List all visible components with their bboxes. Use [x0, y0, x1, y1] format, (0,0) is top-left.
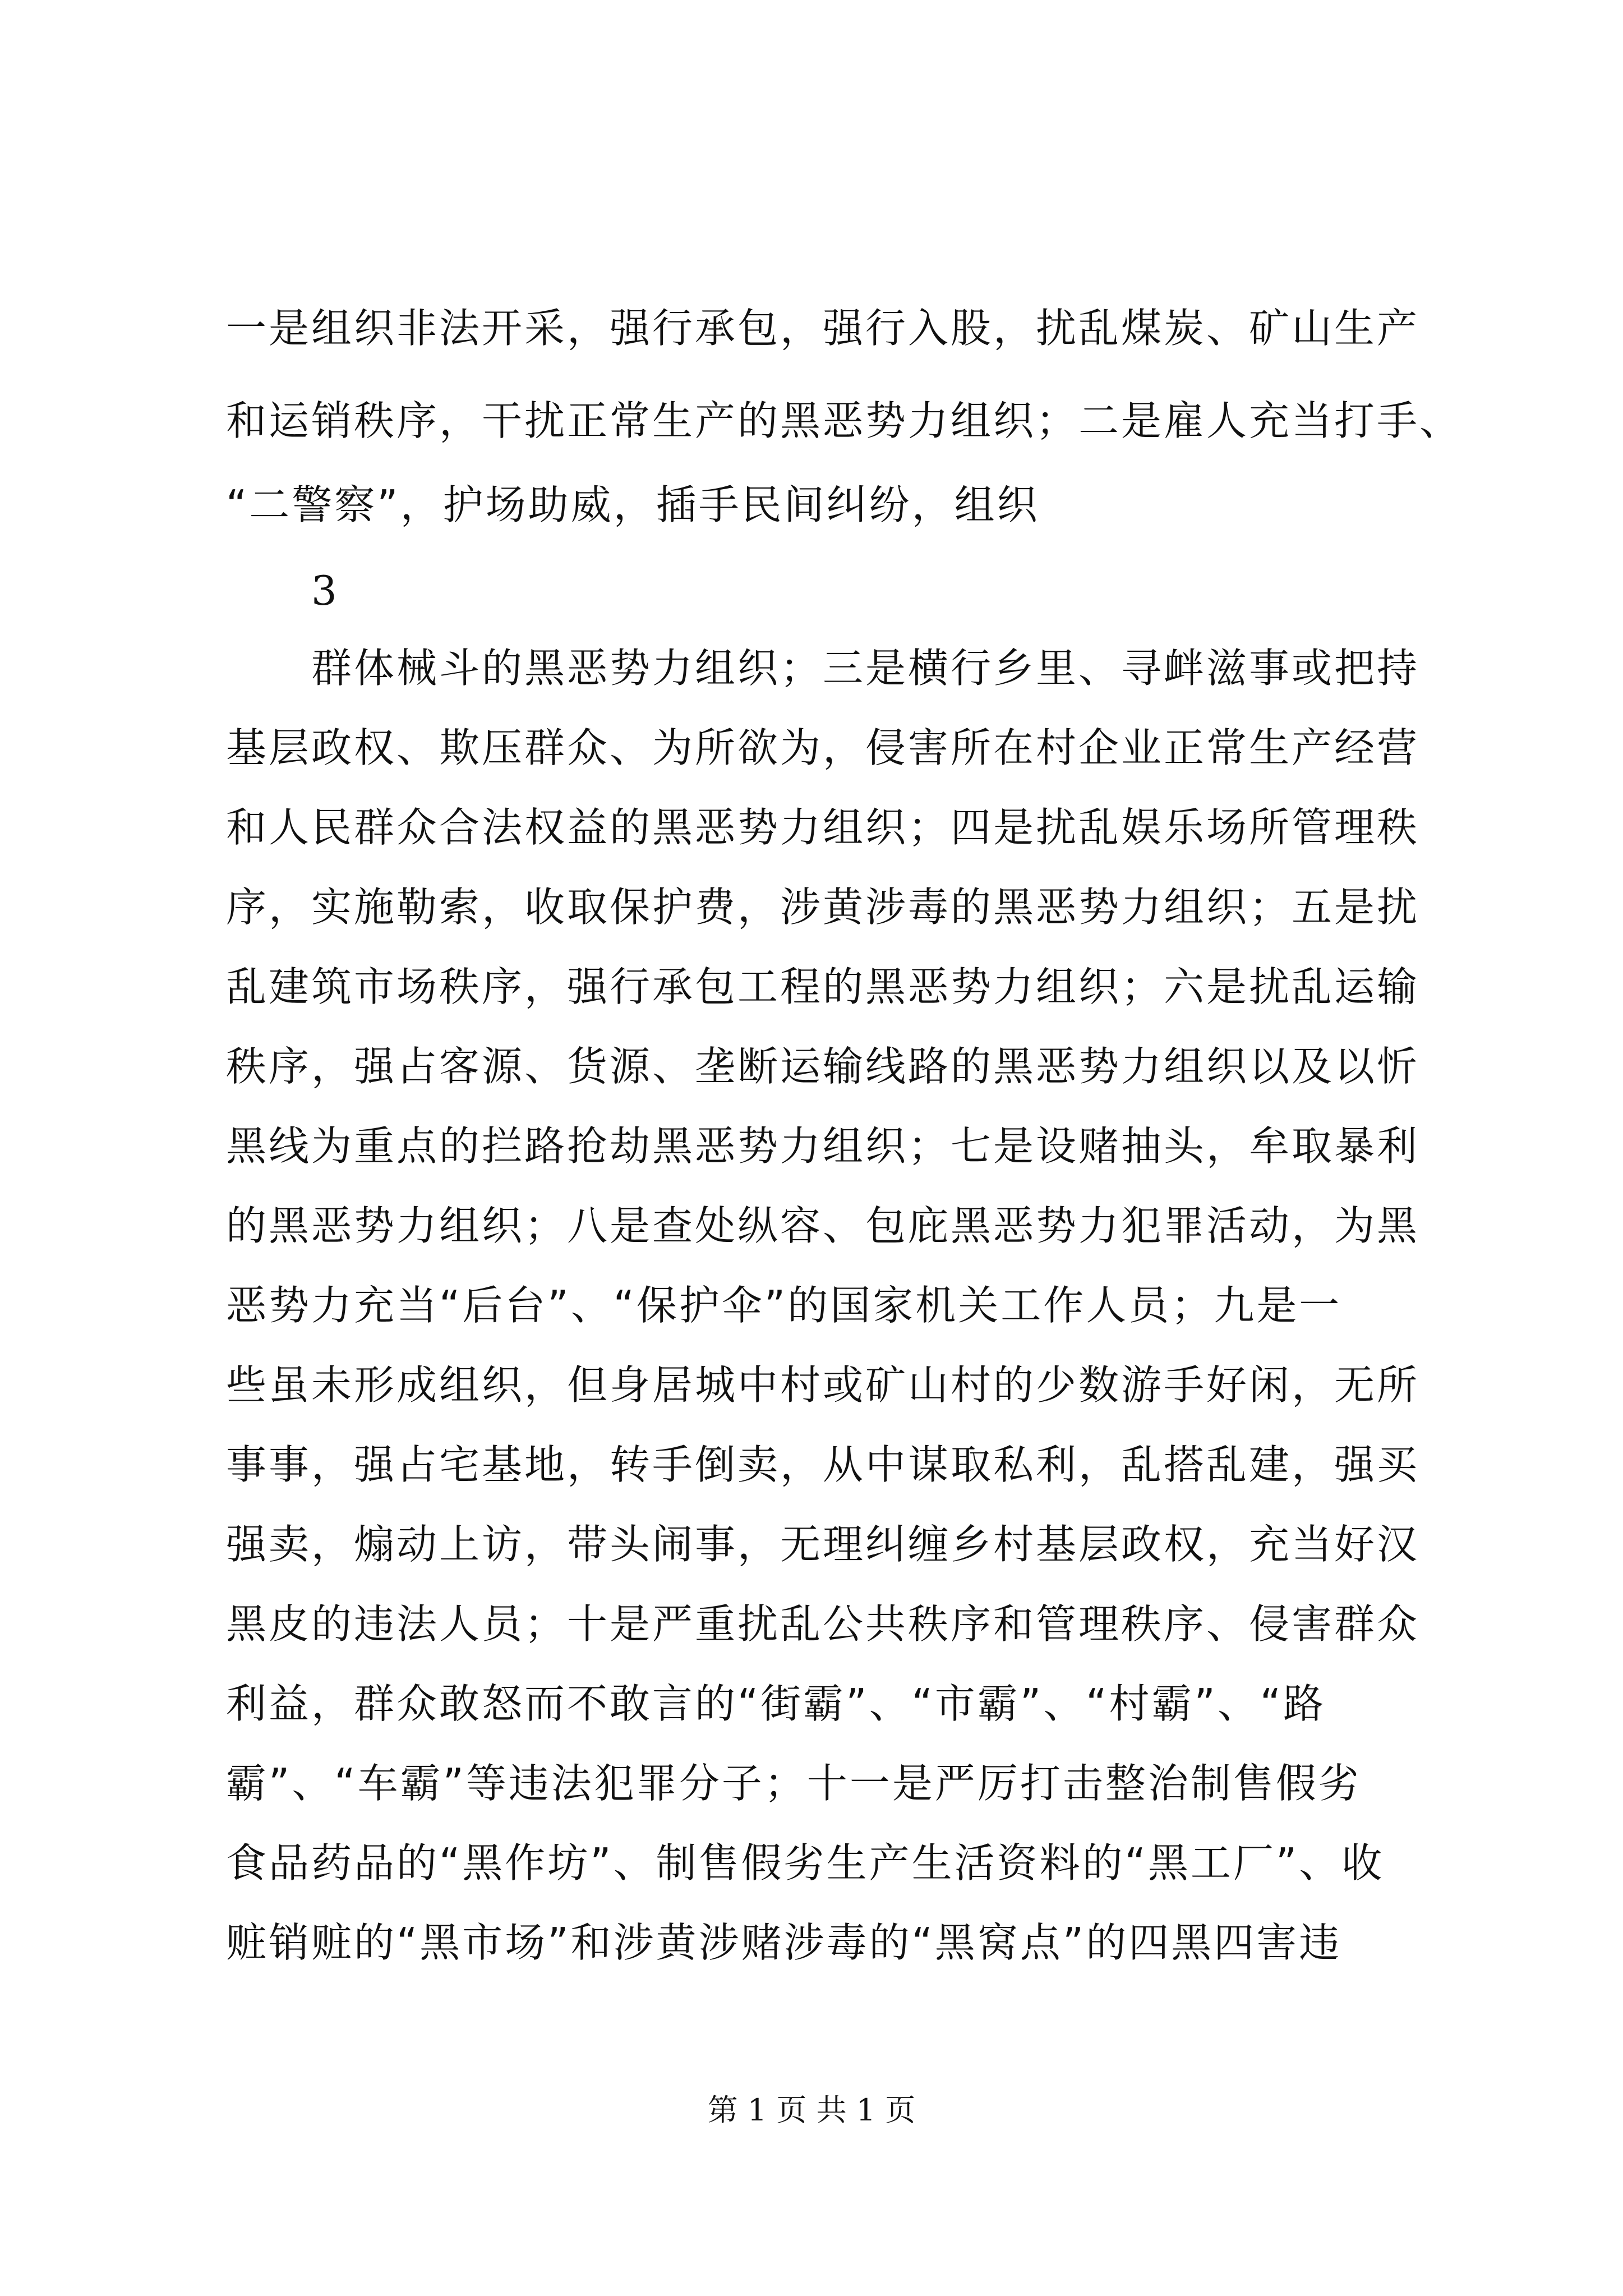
text-line: 事事，强占宅基地，转手倒卖，从中谋取私利，乱搭乱建，强买: [226, 1441, 1420, 1488]
text-line: 序，实施勒索，收取保护费，涉黄涉毒的黑恶势力组织；五是扰: [226, 884, 1420, 931]
text-line: 些虽未形成组织，但身居城中村或矿山村的少数游手好闲，无所: [226, 1361, 1420, 1409]
text-line: 和运销秩序，干扰正常生产的黑恶势力组织；二是雇人充当打手、: [226, 397, 1463, 444]
text-line: 黑皮的违法人员；十是严重扰乱公共秩序和管理秩序、侵害群众: [226, 1600, 1420, 1648]
text-line: 强卖，煽动上访，带头闹事，无理纠缠乡村基层政权，充当好汉: [226, 1521, 1420, 1568]
page-footer: 第 1 页 共 1 页: [707, 2092, 916, 2128]
text-line: 黑线为重点的拦路抢劫黑恶势力组织；七是设赌抽头，牟取暴利: [226, 1122, 1420, 1170]
text-line: 和人民群众合法权益的黑恶势力组织；四是扰乱娱乐场所管理秩: [226, 804, 1420, 851]
inline-page-number: 3: [311, 567, 337, 614]
text-line: 乱建筑市场秩序，强行承包工程的黑恶势力组织；六是扰乱运输: [226, 963, 1420, 1010]
text-line: 赃销赃的“黑市场”和涉黄涉赌涉毒的“黑窝点”的四黑四害违: [226, 1919, 1342, 1966]
text-line: 利益，群众敢怒而不敢言的“街霸”、“市霸”、“村霸”、“路: [226, 1680, 1326, 1727]
text-line: 恶势力充当“后台”、“保护伞”的国家机关工作人员；九是一: [226, 1282, 1342, 1329]
text-line: 基层政权、欺压群众、为所欲为，侵害所在村企业正常生产经营: [226, 724, 1420, 771]
text-line: 群体械斗的黑恶势力组织；三是横行乡里、寻衅滋事或把持: [311, 645, 1420, 692]
text-line: 霸”、“车霸”等违法犯罪分子；十一是严厉打击整治制售假劣: [226, 1760, 1361, 1807]
text-line: 秩序，强占客源、货源、垄断运输线路的黑恶势力组织以及以忻: [226, 1043, 1420, 1090]
text-line: 一是组织非法开采，强行承包，强行入股，扰乱煤炭、矿山生产: [226, 305, 1420, 352]
text-line: 的黑恶势力组织；八是查处纵容、包庇黑恶势力犯罪活动，为黑: [226, 1202, 1420, 1249]
text-line: 食品药品的“黑作坊”、制售假劣生产生活资料的“黑工厂”、收: [226, 1839, 1385, 1887]
text-line: “二警察”，护场助威，插手民间纠纷，组织: [226, 481, 1040, 528]
